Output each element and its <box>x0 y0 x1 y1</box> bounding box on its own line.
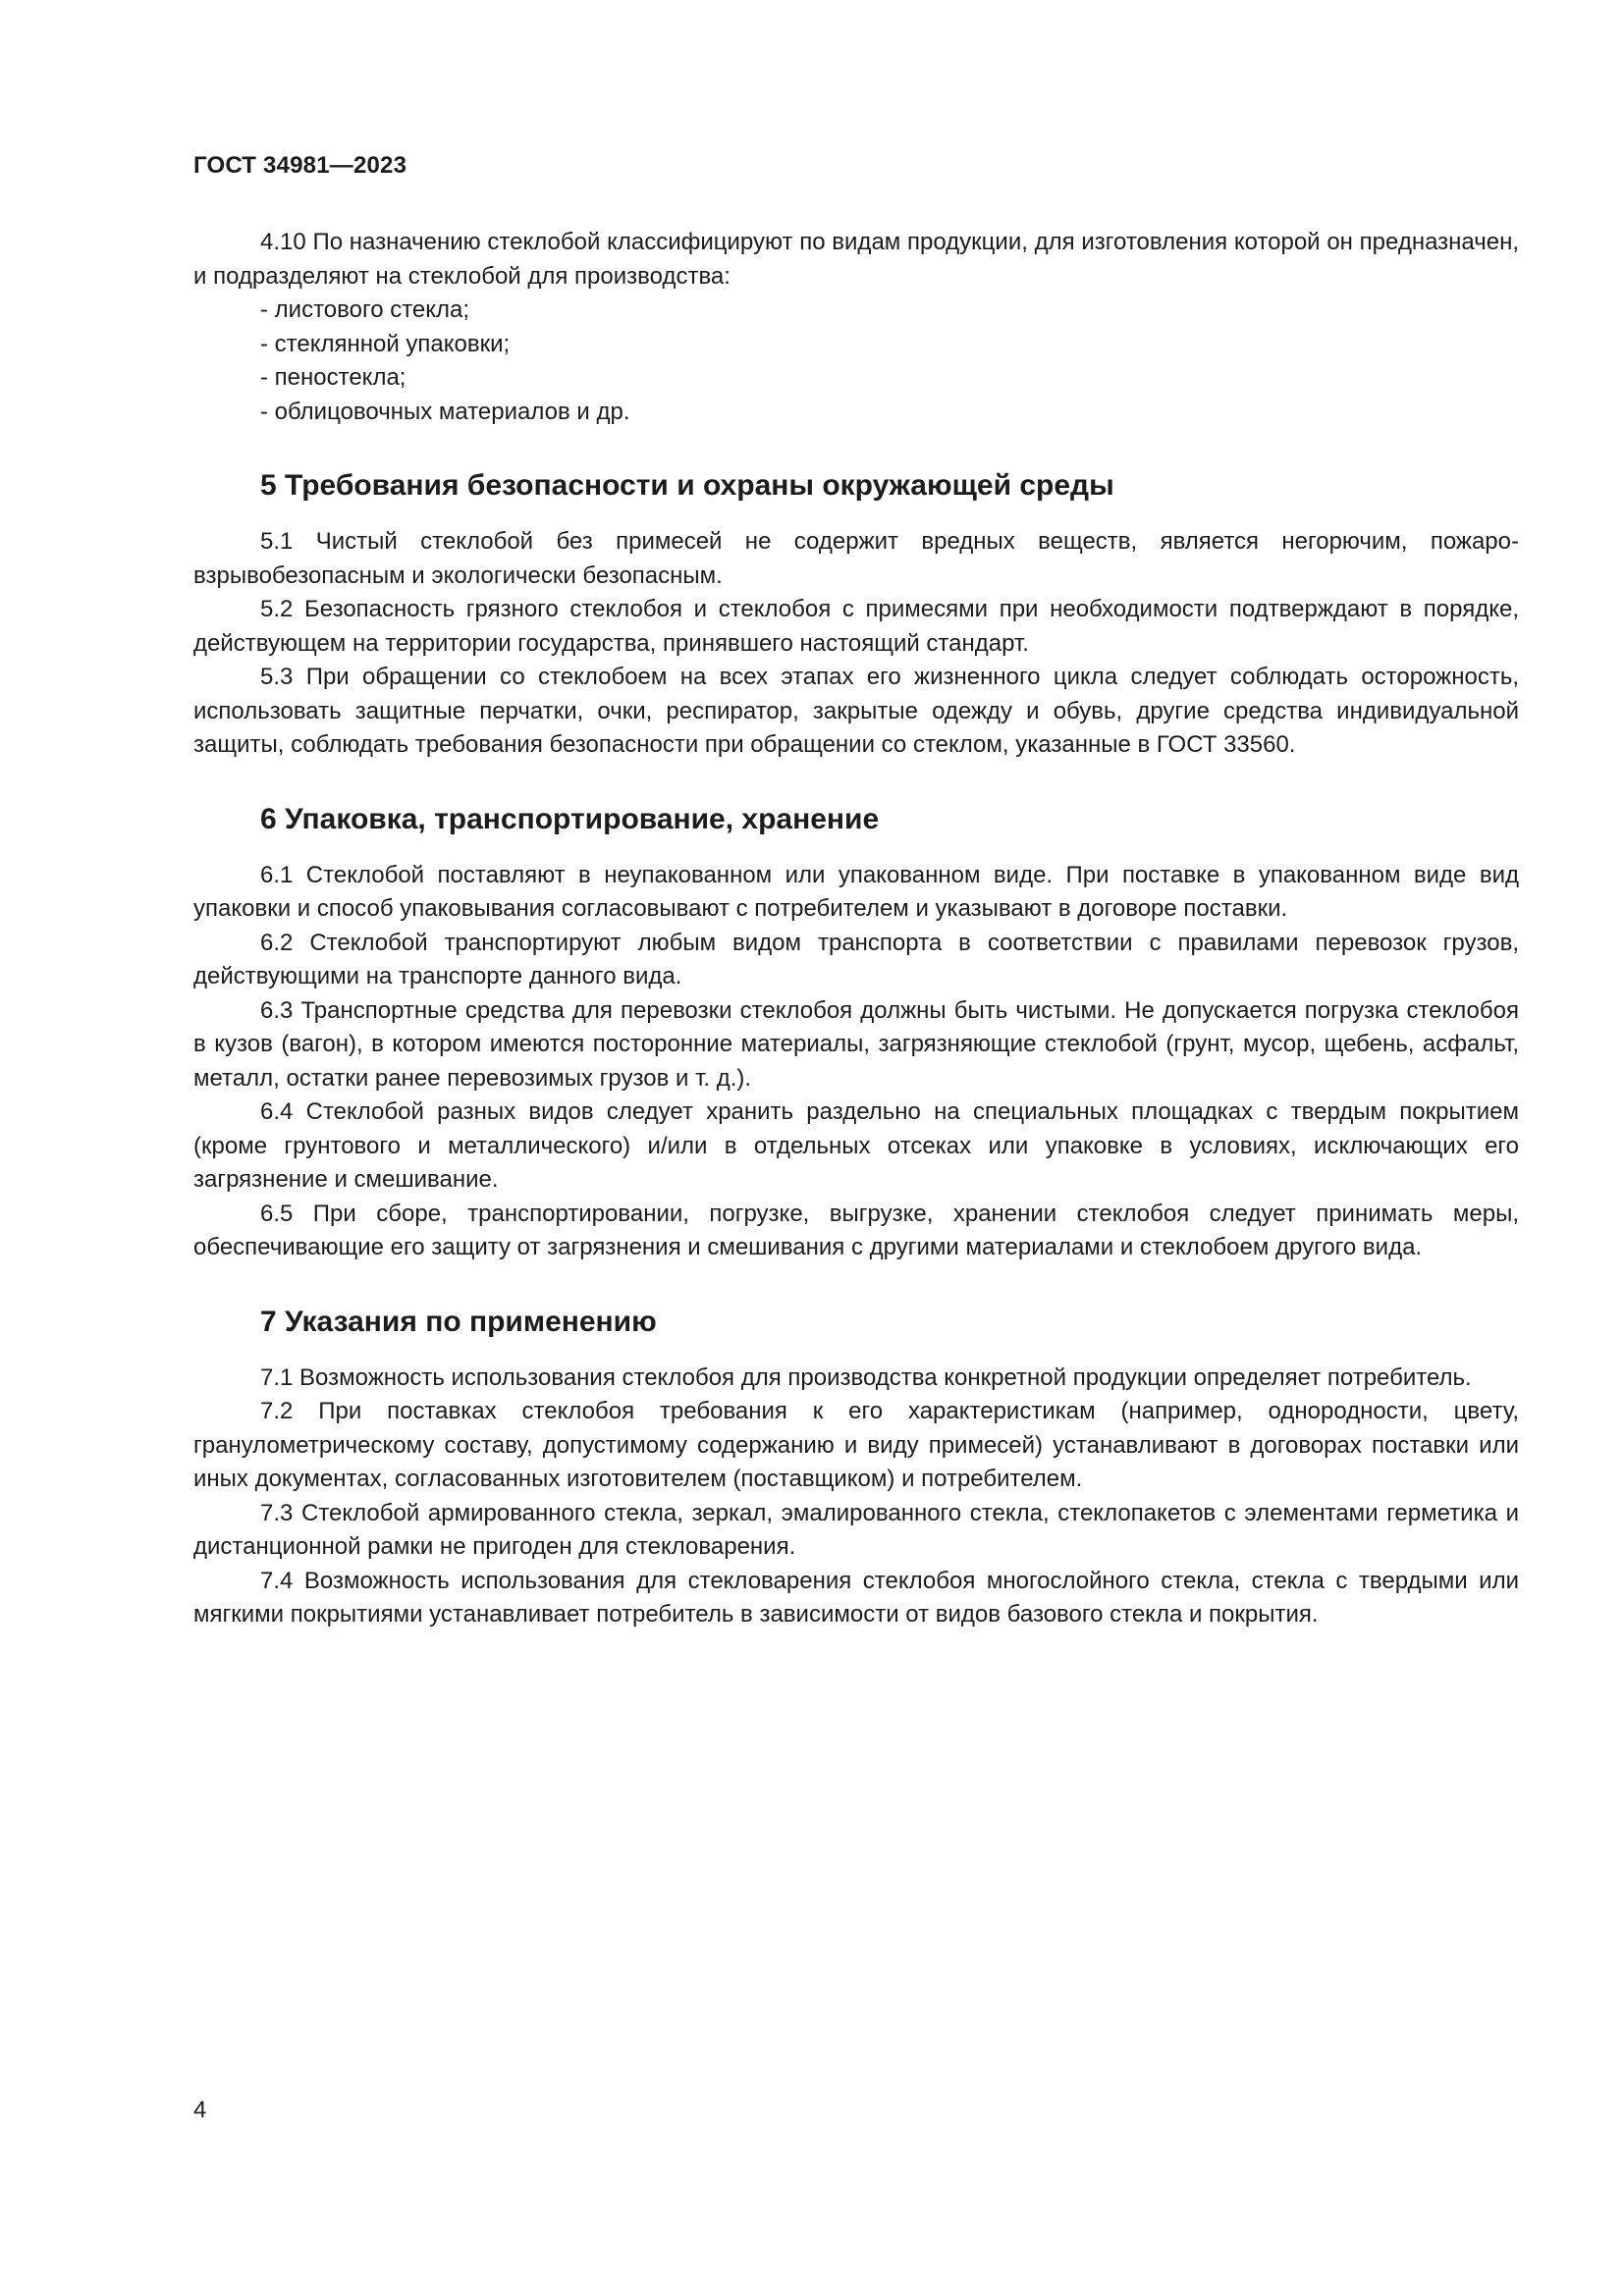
clause-7-3: 7.3 Стеклобой армированного стекла, зеркал, эмалированного стекла, стеклопакетов с элементами герметика и дистанционной рамки не пригоден для стекловарения. <box>193 1499 1519 1560</box>
document-code: ГОСТ 34981—2023 <box>193 152 407 179</box>
clause-4-10: 4.10 По назначению стеклобой классифицируют по видам продукции, для изготовления которой он предназначен, и подразделяют на стеклобой для производства: <box>193 229 1519 290</box>
list-item: - листового стекла; <box>260 296 470 323</box>
list-item: - пеностекла; <box>260 364 406 391</box>
clause-6-2: 6.2 Стеклобой транспортируют любым видом транспорта в соответствии с правилами перевозок грузов, действующими на транспорте данного вида. <box>193 929 1519 989</box>
section-5-heading: 5 Требования безопасности и охраны окружающей среды <box>260 469 1114 502</box>
clause-6-3: 6.3 Транспортные средства для перевозки стеклобоя должны быть чистыми. Не допускается погрузка стеклобоя в кузов (вагон), в котором имеются посторонние материалы, загрязняющие стеклобой (грунт, мусор, щебень, асфальт, металл, остатки ранее перевозимых грузов и т. д.). <box>193 996 1519 1092</box>
clause-5-2: 5.2 Безопасность грязного стеклобоя и стеклобоя с примесями при необходимости подтверждают в порядке, действующем на территории государства, принявшего настоящий стандарт. <box>193 596 1519 657</box>
clause-6-5: 6.5 При сборе, транспортировании, погрузке, выгрузке, хранении стеклобоя следует принимать меры, обеспечивающие его защиту от загрязнения и смешивания с другими материалами и стеклобоем другого вида. <box>193 1200 1519 1260</box>
document-body <box>193 226 1519 1632</box>
list-item: - облицовочных материалов и др. <box>260 398 630 425</box>
section-6-heading: 6 Упаковка, транспортирование, хранение <box>260 802 880 835</box>
clause-5-3: 5.3 При обращении со стеклобоем на всех этапах его жизненного цикла следует соблюдать осторожность, использовать защитные перчатки, очки, респиратор, закрытые одежду и обувь, другие средства индивидуальной защиты, соблюдать требования безопасности при обращении со стеклом, указанные в ГОСТ 33560. <box>193 664 1519 758</box>
list-item: - стеклянной упаковки; <box>260 330 511 357</box>
clause-5-1: 5.1 Чистый стеклобой без примесей не содержит вредных веществ, является негорючим, пожаро-взрывобезопасным и экологически безопасным. <box>193 528 1519 589</box>
page-number: 4 <box>193 2097 207 2123</box>
clause-6-1: 6.1 Стеклобой поставляют в неупакованном или упакованном виде. При поставке в упакованном виде вид упаковки и способ упаковывания согласовывают с потребителем и указывают в договоре поставки. <box>193 861 1519 922</box>
clause-7-4: 7.4 Возможность использования для стекловарения стеклобоя многослойного стекла, стекла с твердыми или мягкими покрытиями устанавливает потребитель в зависимости от видов базового стекла и покрытия. <box>193 1567 1519 1628</box>
classification-list <box>193 294 1519 429</box>
clause-7-1: 7.1 Возможность использования стеклобоя для производства конкретной продукции определяет потребитель. <box>260 1363 1472 1391</box>
clause-7-2: 7.2 При поставках стеклобоя требования к его характеристикам (например, однородности, цвету, гранулометрическому составу, допустимому содержанию и виду примесей) устанавливают в договорах поставки или иных документах, согласованных изготовителем (поставщиком) и потребителем. <box>193 1398 1519 1492</box>
section-7-heading: 7 Указания по применению <box>260 1305 657 1338</box>
clause-6-4: 6.4 Стеклобой разных видов следует хранить раздельно на специальных площадках с твердым покрытием (кроме грунтового и металлического) и/или в отдельных отсеках или упаковке в условиях, исключающих его загрязнение и смешивание. <box>193 1098 1519 1193</box>
